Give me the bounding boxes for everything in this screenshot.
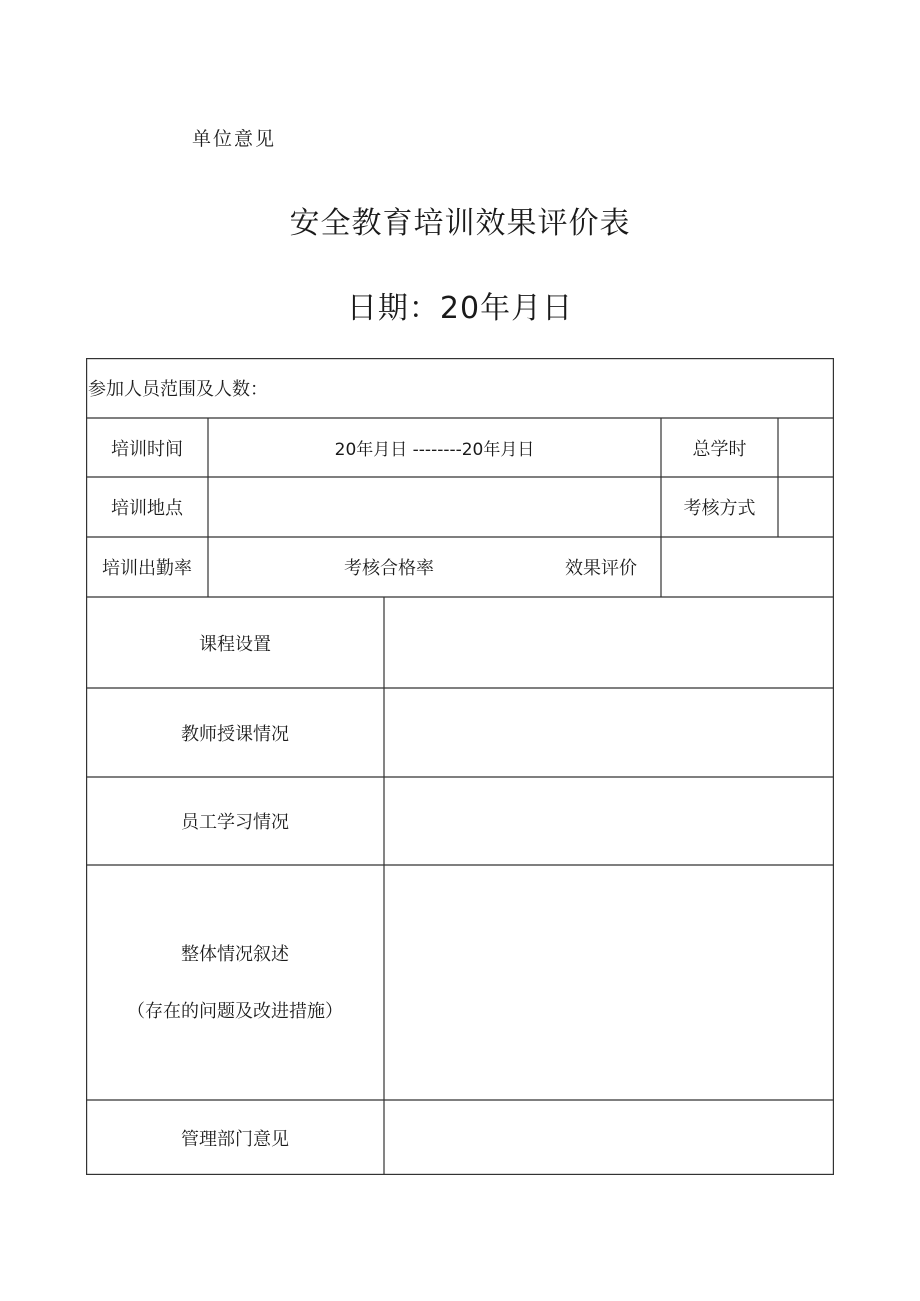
training-location-label: 培训地点 [111,498,183,519]
assessment-method-label: 考核方式 [683,498,756,519]
overall-sublabel: （存在的问题及改进措施） [127,1000,343,1022]
effect-evaluation-field[interactable] [661,537,834,597]
management-label: 管理部门意见 [181,1128,289,1150]
assessment-method-field[interactable] [778,477,834,537]
attendance-label: 培训出勤率 [102,558,192,579]
staff-learning-field[interactable] [384,777,834,865]
overall-field[interactable] [384,865,834,1100]
effect-evaluation-label: 效果评价 [565,558,637,579]
pass-rate-label: 考核合格率 [344,558,434,579]
staff-learning-label: 员工学习情况 [181,812,289,833]
course-setup-label: 课程设置 [199,633,271,655]
management-field[interactable] [384,1100,834,1175]
total-hours-label: 总学时 [692,438,747,460]
header-note: 单位意见 [192,128,277,150]
overall-label-block [86,865,384,1100]
page-title: 安全教育培训效果评价表 [289,206,631,241]
training-location-field[interactable] [208,477,661,537]
teacher-label: 教师授课情况 [181,723,289,745]
evaluation-table [86,358,834,1175]
participants-label: 参加人员范围及人数： [88,379,268,400]
course-setup-field[interactable] [384,597,834,688]
training-time-label: 培训时间 [111,438,183,460]
teacher-field[interactable] [384,688,834,777]
total-hours-field[interactable] [778,418,834,477]
overall-label: 整体情况叙述 [181,943,289,965]
training-time-field[interactable]: 20年月日 --------20年月日 [334,440,535,460]
form-date: 日期：20年月日 [346,291,574,326]
